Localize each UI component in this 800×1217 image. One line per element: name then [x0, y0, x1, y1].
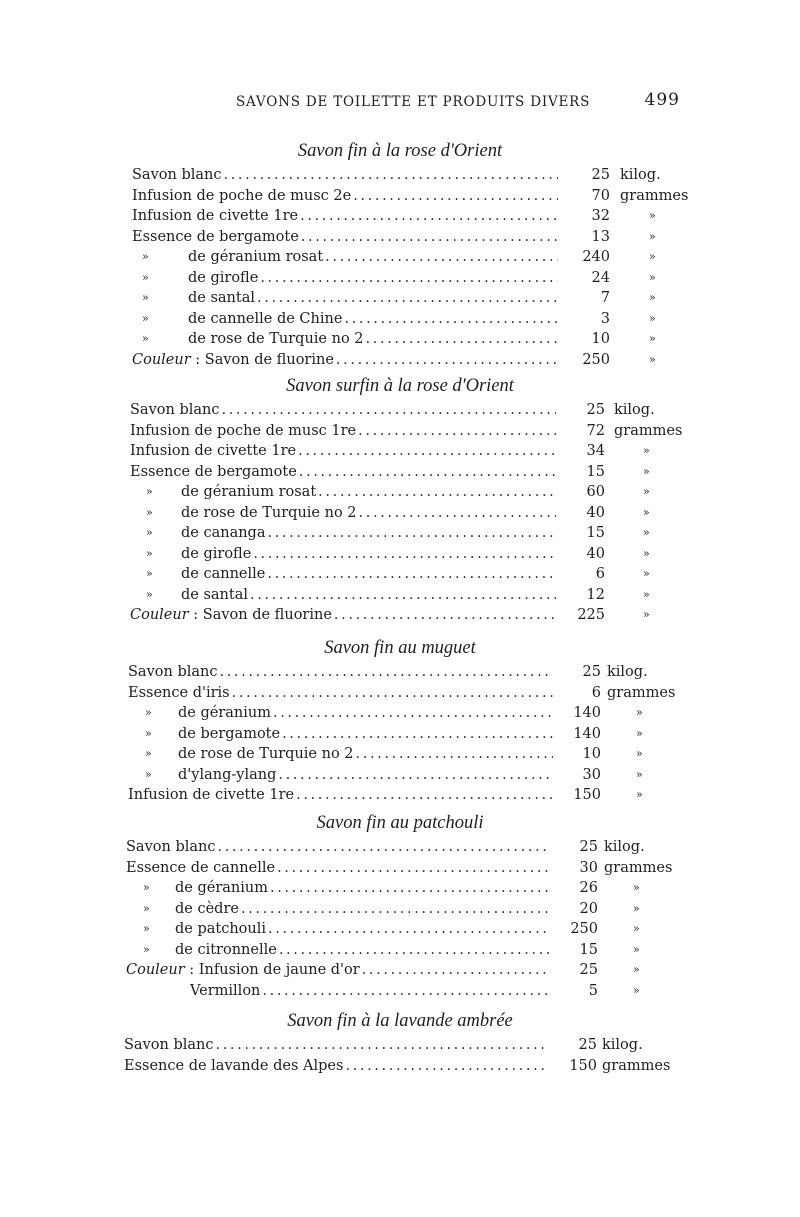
ingredient-label [126, 837, 551, 858]
quantity-unit: » [643, 546, 650, 560]
dot-leader [318, 482, 556, 503]
quantity-value: 140 [573, 705, 601, 721]
ingredient-row [0, 400, 800, 421]
ditto-mark: » [142, 332, 149, 345]
ingredient-row [0, 585, 800, 606]
ingredient-name: Essence de bergamote [130, 463, 297, 480]
dot-leader [299, 462, 556, 483]
ingredient-name: Infusion de civette 1re [128, 787, 295, 803]
ditto-mark: » [145, 747, 152, 760]
quantity-unit: kilog. [620, 167, 661, 183]
quantity-unit: » [643, 608, 650, 621]
quantity-value: 25 [586, 402, 605, 418]
ditto-mark: » [146, 587, 153, 601]
ingredient-label [132, 165, 558, 186]
dot-leader [277, 858, 551, 879]
quantity-unit: » [643, 485, 650, 498]
ingredient-name: de cananga [181, 525, 266, 541]
recipe-section [0, 810, 800, 1001]
ingredient-label [181, 564, 556, 585]
quantity-value: 25 [578, 1037, 597, 1053]
quantity-unit: kilog. [604, 839, 645, 855]
ingredient-row [0, 724, 800, 745]
ingredient-label [175, 940, 551, 961]
color-prefix: Couleur [132, 351, 191, 368]
quantity-value: 250 [582, 351, 610, 368]
quantity-value: 25 [579, 962, 598, 978]
ditto-mark: » [143, 881, 150, 894]
quantity-unit: » [643, 464, 650, 478]
quantity-value: 24 [591, 269, 610, 286]
ingredient-name: : Infusion de jaune d'or [184, 962, 360, 978]
quantity-value: 3 [600, 310, 610, 327]
ingredient-name: Savon blanc [130, 402, 220, 418]
ingredient-name: Savon blanc [132, 167, 222, 183]
ingredient-name: Infusion de civette 1re [130, 443, 297, 459]
ingredient-label [132, 206, 558, 227]
ditto-mark: » [146, 567, 153, 580]
quantity-value: 240 [582, 249, 610, 265]
ingredient-name: de rose de Turquie no 2 [181, 504, 357, 521]
ingredient-row [0, 981, 800, 1002]
ditto-mark: » [142, 270, 149, 284]
dot-leader [268, 919, 551, 940]
ingredient-name: de cèdre [175, 900, 239, 917]
recipe-title: Savon fin à la rose d'Orient [297, 141, 503, 161]
ingredient-label [124, 1056, 549, 1077]
dot-leader [262, 981, 551, 1002]
ingredient-row [0, 1035, 800, 1056]
ingredient-label [130, 421, 556, 442]
ingredient-label [181, 523, 556, 544]
ingredient-row [0, 268, 800, 289]
ingredient-name: de géranium [178, 705, 271, 721]
ingredient-name: d'ylang-ylang [178, 766, 277, 783]
ditto-mark: » [146, 546, 153, 560]
ingredient-label [178, 703, 553, 724]
quantity-value: 25 [579, 839, 598, 855]
ingredient-label [132, 227, 558, 248]
ingredient-row [0, 703, 800, 724]
page-number: 499 [644, 90, 680, 110]
quantity-value: 30 [579, 859, 598, 876]
dot-leader [273, 703, 553, 724]
ingredient-label [130, 441, 556, 462]
recipe-section [0, 373, 800, 626]
recipe-title: Savon fin au patchouli [316, 813, 484, 833]
ingredient-name: Infusion de poche de musc 1re [130, 422, 357, 439]
dot-leader [366, 329, 558, 350]
ingredient-name: Infusion de civette 1re [132, 208, 299, 224]
quantity-unit: grammes [604, 859, 673, 876]
dot-leader [279, 940, 551, 961]
ingredient-row [0, 765, 800, 786]
ingredient-label [132, 186, 558, 207]
dot-leader [353, 186, 558, 207]
ingredient-name: de géranium rosat [181, 484, 317, 500]
ingredient-name: de cannelle [181, 566, 266, 582]
ditto-mark: » [143, 901, 150, 915]
ingredient-name: Infusion de poche de musc 2e [132, 187, 352, 204]
ditto-mark: » [146, 526, 153, 539]
quantity-unit: grammes [607, 684, 676, 701]
recipe-section [0, 635, 800, 806]
ingredient-name: de rose de Turquie no 2 [178, 746, 354, 762]
ingredient-name: Vermillon [190, 982, 261, 999]
color-prefix: Couleur [130, 607, 189, 623]
dot-leader [232, 683, 553, 704]
quantity-unit: » [633, 922, 640, 935]
quantity-value: 32 [591, 208, 610, 224]
ingredient-name: Essence de cannelle [126, 859, 276, 876]
quantity-unit: » [649, 352, 656, 366]
ingredient-label [130, 400, 556, 421]
quantity-unit: » [636, 726, 643, 740]
ingredient-label [188, 247, 558, 268]
dot-leader [250, 585, 556, 606]
recipe-title: Savon surfin à la rose d'Orient [286, 376, 514, 396]
dot-leader [345, 1056, 549, 1077]
quantity-value: 20 [579, 900, 598, 917]
quantity-unit: grammes [620, 187, 689, 204]
ingredient-label [126, 960, 551, 981]
dot-leader [267, 564, 556, 585]
ingredient-label [175, 878, 551, 899]
quantity-unit: » [633, 983, 640, 997]
ingredient-label [126, 858, 551, 879]
quantity-value: 150 [573, 787, 601, 803]
quantity-unit: » [649, 270, 656, 284]
dot-leader [298, 441, 556, 462]
ingredient-row [0, 247, 800, 268]
quantity-unit: grammes [602, 1057, 671, 1074]
dot-leader [300, 206, 558, 227]
ingredient-row [0, 227, 800, 248]
quantity-value: 250 [570, 921, 598, 937]
quantity-value: 13 [591, 228, 610, 245]
quantity-value: 40 [586, 504, 605, 521]
quantity-unit: grammes [614, 422, 683, 439]
quantity-unit: » [643, 526, 650, 539]
quantity-unit: » [643, 587, 650, 601]
ingredient-name: de santal [181, 586, 249, 603]
quantity-unit: » [649, 311, 656, 325]
ingredient-name: Savon blanc [128, 664, 218, 680]
recipe-title: Savon fin au muguet [324, 638, 476, 658]
quantity-unit: » [643, 505, 650, 519]
quantity-unit: » [649, 229, 656, 243]
ingredient-name: Essence de lavande des Alpes [124, 1057, 344, 1074]
quantity-unit: kilog. [614, 402, 655, 418]
ingredient-row [0, 523, 800, 544]
dot-leader [257, 288, 558, 309]
quantity-value: 30 [582, 766, 601, 783]
quantity-value: 5 [588, 982, 598, 999]
dot-leader [241, 899, 551, 920]
ingredient-label [128, 662, 553, 683]
ingredient-label [132, 350, 558, 371]
quantity-value: 15 [586, 463, 605, 480]
ingredient-row [0, 350, 800, 371]
ingredient-label [181, 503, 556, 524]
ingredient-row [0, 421, 800, 442]
ingredient-row [0, 186, 800, 207]
dot-leader [334, 605, 556, 626]
quantity-unit: » [633, 881, 640, 894]
ingredient-name: de cannelle de Chine [188, 310, 343, 327]
quantity-value: 150 [569, 1057, 597, 1074]
ingredient-label [130, 605, 556, 626]
ingredient-row [0, 329, 800, 350]
ingredient-name: de girofle [188, 269, 259, 286]
ingredient-row [0, 683, 800, 704]
quantity-value: 225 [577, 607, 605, 623]
ingredient-label [178, 744, 553, 765]
ingredient-label [128, 683, 553, 704]
quantity-unit: » [649, 332, 656, 345]
ingredient-row [0, 662, 800, 683]
ingredient-row [0, 503, 800, 524]
quantity-unit: » [636, 747, 643, 760]
quantity-value: 25 [582, 664, 601, 680]
dot-leader [219, 662, 553, 683]
ingredient-row [0, 940, 800, 961]
ditto-mark: » [146, 505, 153, 519]
quantity-unit: » [636, 788, 643, 801]
ingredient-label [188, 309, 558, 330]
color-prefix: Couleur [126, 962, 185, 978]
dot-leader [301, 227, 558, 248]
quantity-value: 15 [579, 941, 598, 958]
recipe-section [0, 1008, 800, 1076]
ingredient-row [0, 605, 800, 626]
ingredient-row [0, 878, 800, 899]
ingredient-row [0, 165, 800, 186]
quantity-unit: » [649, 209, 656, 222]
quantity-unit: kilog. [602, 1037, 643, 1053]
quantity-value: 25 [591, 167, 610, 183]
quantity-unit: kilog. [607, 664, 648, 680]
recipe-section [0, 138, 800, 370]
ingredient-name: de géranium [175, 880, 268, 896]
ingredient-label [178, 724, 553, 745]
dot-leader [215, 1035, 549, 1056]
page-header [230, 92, 690, 112]
dot-leader [325, 247, 558, 268]
quantity-value: 7 [600, 290, 610, 306]
ingredient-label [178, 765, 553, 786]
ingredient-label [130, 462, 556, 483]
ingredient-label [188, 329, 558, 350]
ingredient-label [181, 544, 556, 565]
quantity-unit: » [643, 444, 650, 457]
ingredient-label [124, 1035, 549, 1056]
ingredient-row [0, 899, 800, 920]
ditto-mark: » [143, 942, 150, 956]
ingredient-name: : Savon de fluorine [190, 351, 334, 368]
ingredient-row [0, 785, 800, 806]
dot-leader [336, 350, 558, 371]
ingredient-label [190, 981, 551, 1002]
quantity-value: 140 [573, 725, 601, 742]
ingredient-label [181, 585, 556, 606]
dot-leader [270, 878, 551, 899]
ingredient-name: de rose de Turquie no 2 [188, 331, 364, 347]
ingredient-label [181, 482, 556, 503]
quantity-value: 60 [586, 484, 605, 500]
ingredient-name: Savon blanc [126, 839, 216, 855]
dot-leader [282, 724, 553, 745]
quantity-value: 34 [586, 443, 605, 459]
dot-leader [217, 837, 551, 858]
ingredient-name: : Savon de fluorine [188, 607, 332, 623]
ingredient-row [0, 441, 800, 462]
quantity-value: 10 [582, 746, 601, 762]
ingredient-row [0, 1056, 800, 1077]
ingredient-name: de santal [188, 290, 256, 306]
ingredient-row [0, 309, 800, 330]
dot-leader [356, 744, 553, 765]
dot-leader [362, 960, 551, 981]
ingredient-row [0, 206, 800, 227]
ingredient-name: Essence de bergamote [132, 228, 299, 245]
quantity-unit: » [636, 767, 643, 781]
quantity-unit: » [633, 963, 640, 976]
ingredient-name: de girofle [181, 545, 252, 562]
ingredient-name: de géranium rosat [188, 249, 324, 265]
quantity-unit: » [643, 567, 650, 580]
dot-leader [268, 523, 557, 544]
ingredient-name: de citronnelle [175, 941, 277, 958]
ingredient-row [0, 482, 800, 503]
dot-leader [344, 309, 558, 330]
quantity-value: 6 [591, 684, 601, 701]
recipe-title: Savon fin à la lavande ambrée [287, 1011, 513, 1031]
quantity-value: 6 [595, 566, 605, 582]
dot-leader [359, 503, 556, 524]
dot-leader [221, 400, 556, 421]
ditto-mark: » [142, 311, 149, 325]
ingredient-label [175, 919, 551, 940]
ingredient-name: de patchouli [175, 921, 267, 937]
quantity-value: 12 [586, 586, 605, 603]
dot-leader [278, 765, 553, 786]
dot-leader [253, 544, 556, 565]
quantity-unit: » [649, 250, 656, 263]
ditto-mark: » [142, 291, 149, 304]
ditto-mark: » [145, 767, 152, 781]
ditto-mark: » [143, 922, 150, 935]
ingredient-row [0, 744, 800, 765]
ingredient-row [0, 462, 800, 483]
ingredient-label [175, 899, 551, 920]
quantity-value: 10 [591, 331, 610, 347]
quantity-value: 72 [586, 422, 605, 439]
ingredient-row [0, 960, 800, 981]
ingredient-row [0, 837, 800, 858]
quantity-unit: » [633, 942, 640, 956]
ditto-mark: » [145, 726, 152, 740]
ingredient-name: Essence d'iris [128, 684, 230, 701]
ingredient-label [188, 288, 558, 309]
ingredient-name: Savon blanc [124, 1037, 214, 1053]
quantity-unit: » [636, 706, 643, 719]
ingredient-row [0, 288, 800, 309]
ditto-mark: » [145, 706, 152, 719]
ingredient-row [0, 544, 800, 565]
dot-leader [260, 268, 558, 289]
ingredient-row [0, 564, 800, 585]
ingredient-row [0, 919, 800, 940]
ditto-mark: » [146, 485, 153, 498]
quantity-unit: » [649, 291, 656, 304]
dot-leader [296, 785, 553, 806]
running-title: SAVONS DE TOILETTE ET PRODUITS DIVERS [236, 94, 591, 110]
quantity-value: 70 [591, 187, 610, 204]
ingredient-row [0, 858, 800, 879]
dot-leader [223, 165, 558, 186]
quantity-value: 40 [586, 545, 605, 562]
quantity-value: 26 [579, 880, 598, 896]
ingredient-name: de bergamote [178, 725, 281, 742]
dot-leader [358, 421, 556, 442]
ingredient-label [188, 268, 558, 289]
ingredient-label [128, 785, 553, 806]
quantity-value: 15 [586, 525, 605, 541]
quantity-unit: » [633, 901, 640, 915]
ditto-mark: » [142, 250, 149, 263]
